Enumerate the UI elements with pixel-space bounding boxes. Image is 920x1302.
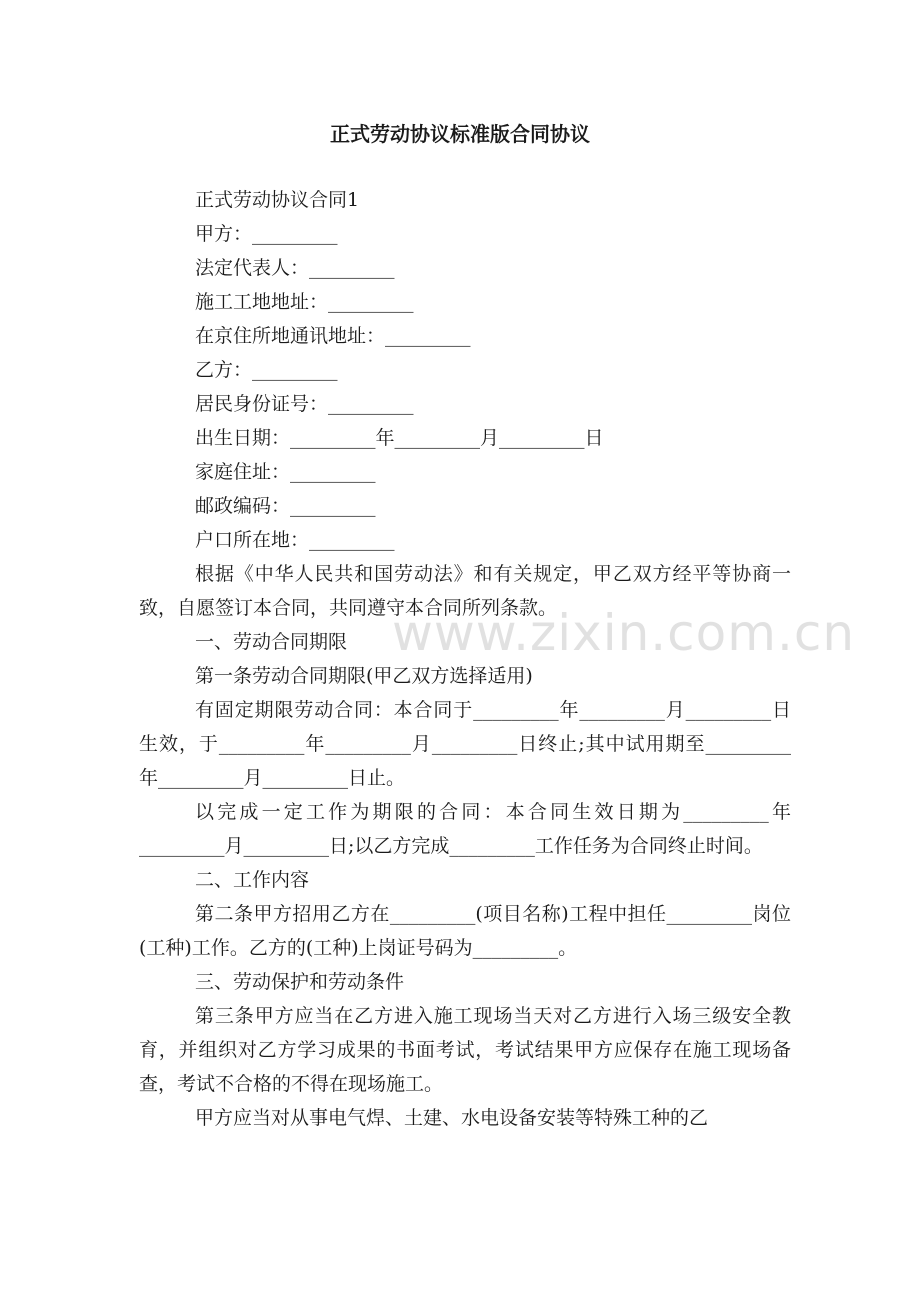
party-b-field: 乙方：_________: [195, 359, 338, 381]
fixed-term-paragraph: 有固定期限劳动合同：本合同于_________年_________月_________日生效，于_________年_________月_________日终止;其中试用期至_________年_________月_________日止。: [139, 699, 791, 789]
preamble-paragraph: 根据《中华人民共和国劳动法》和有关规定，甲乙双方经平等协商一致，自愿签订本合同，共同遵守本合同所列条款。: [139, 563, 791, 619]
site-address-field: 施工工地地址：_________: [195, 291, 414, 313]
document-title: 正式劳动协议标准版合同协议: [330, 122, 590, 146]
article-2-paragraph: 第二条甲方招用乙方在_________(项目名称)工程中担任_________岗位(工种)工作。乙方的(工种)上岗证号码为_________。: [139, 903, 791, 959]
party-a-field: 甲方：_________: [195, 223, 338, 245]
home-address-field: 家庭住址：_________: [195, 461, 376, 483]
household-registration-field: 户口所在地：_________: [195, 529, 395, 551]
article-1-heading: 第一条劳动合同期限(甲乙双方选择适用): [195, 665, 533, 687]
contract-heading: 正式劳动协议合同1: [195, 189, 360, 211]
section-heading-2: 二、工作内容: [195, 869, 310, 891]
birth-date-field: 出生日期：_________年_________月_________日: [195, 427, 604, 449]
document-body: [139, 183, 791, 1135]
id-number-field: 居民身份证号：_________: [195, 393, 414, 415]
legal-representative-field: 法定代表人：_________: [195, 257, 395, 279]
watermark-text: www.zixin.com.cn: [392, 604, 856, 662]
section-heading-3: 三、劳动保护和劳动条件: [195, 971, 405, 993]
article-3-paragraph: 第三条甲方应当在乙方进入施工现场当天对乙方进行入场三级安全教育，并组织对乙方学习成果的书面考试，考试结果甲方应保存在施工现场备查，考试不合格的不得在现场施工。: [139, 1005, 791, 1095]
beijing-address-field: 在京住所地通讯地址：_________: [195, 325, 471, 347]
special-trades-paragraph: 甲方应当对从事电气焊、土建、水电设备安装等特殊工种的乙: [195, 1107, 709, 1129]
task-term-paragraph: 以完成一定工作为期限的合同：本合同生效日期为_________年_________月_________日;以乙方完成_________工作任务为合同终止时间。: [139, 801, 791, 857]
postal-code-field: 邮政编码：_________: [195, 495, 376, 517]
section-heading-1: 一、劳动合同期限: [195, 631, 348, 653]
